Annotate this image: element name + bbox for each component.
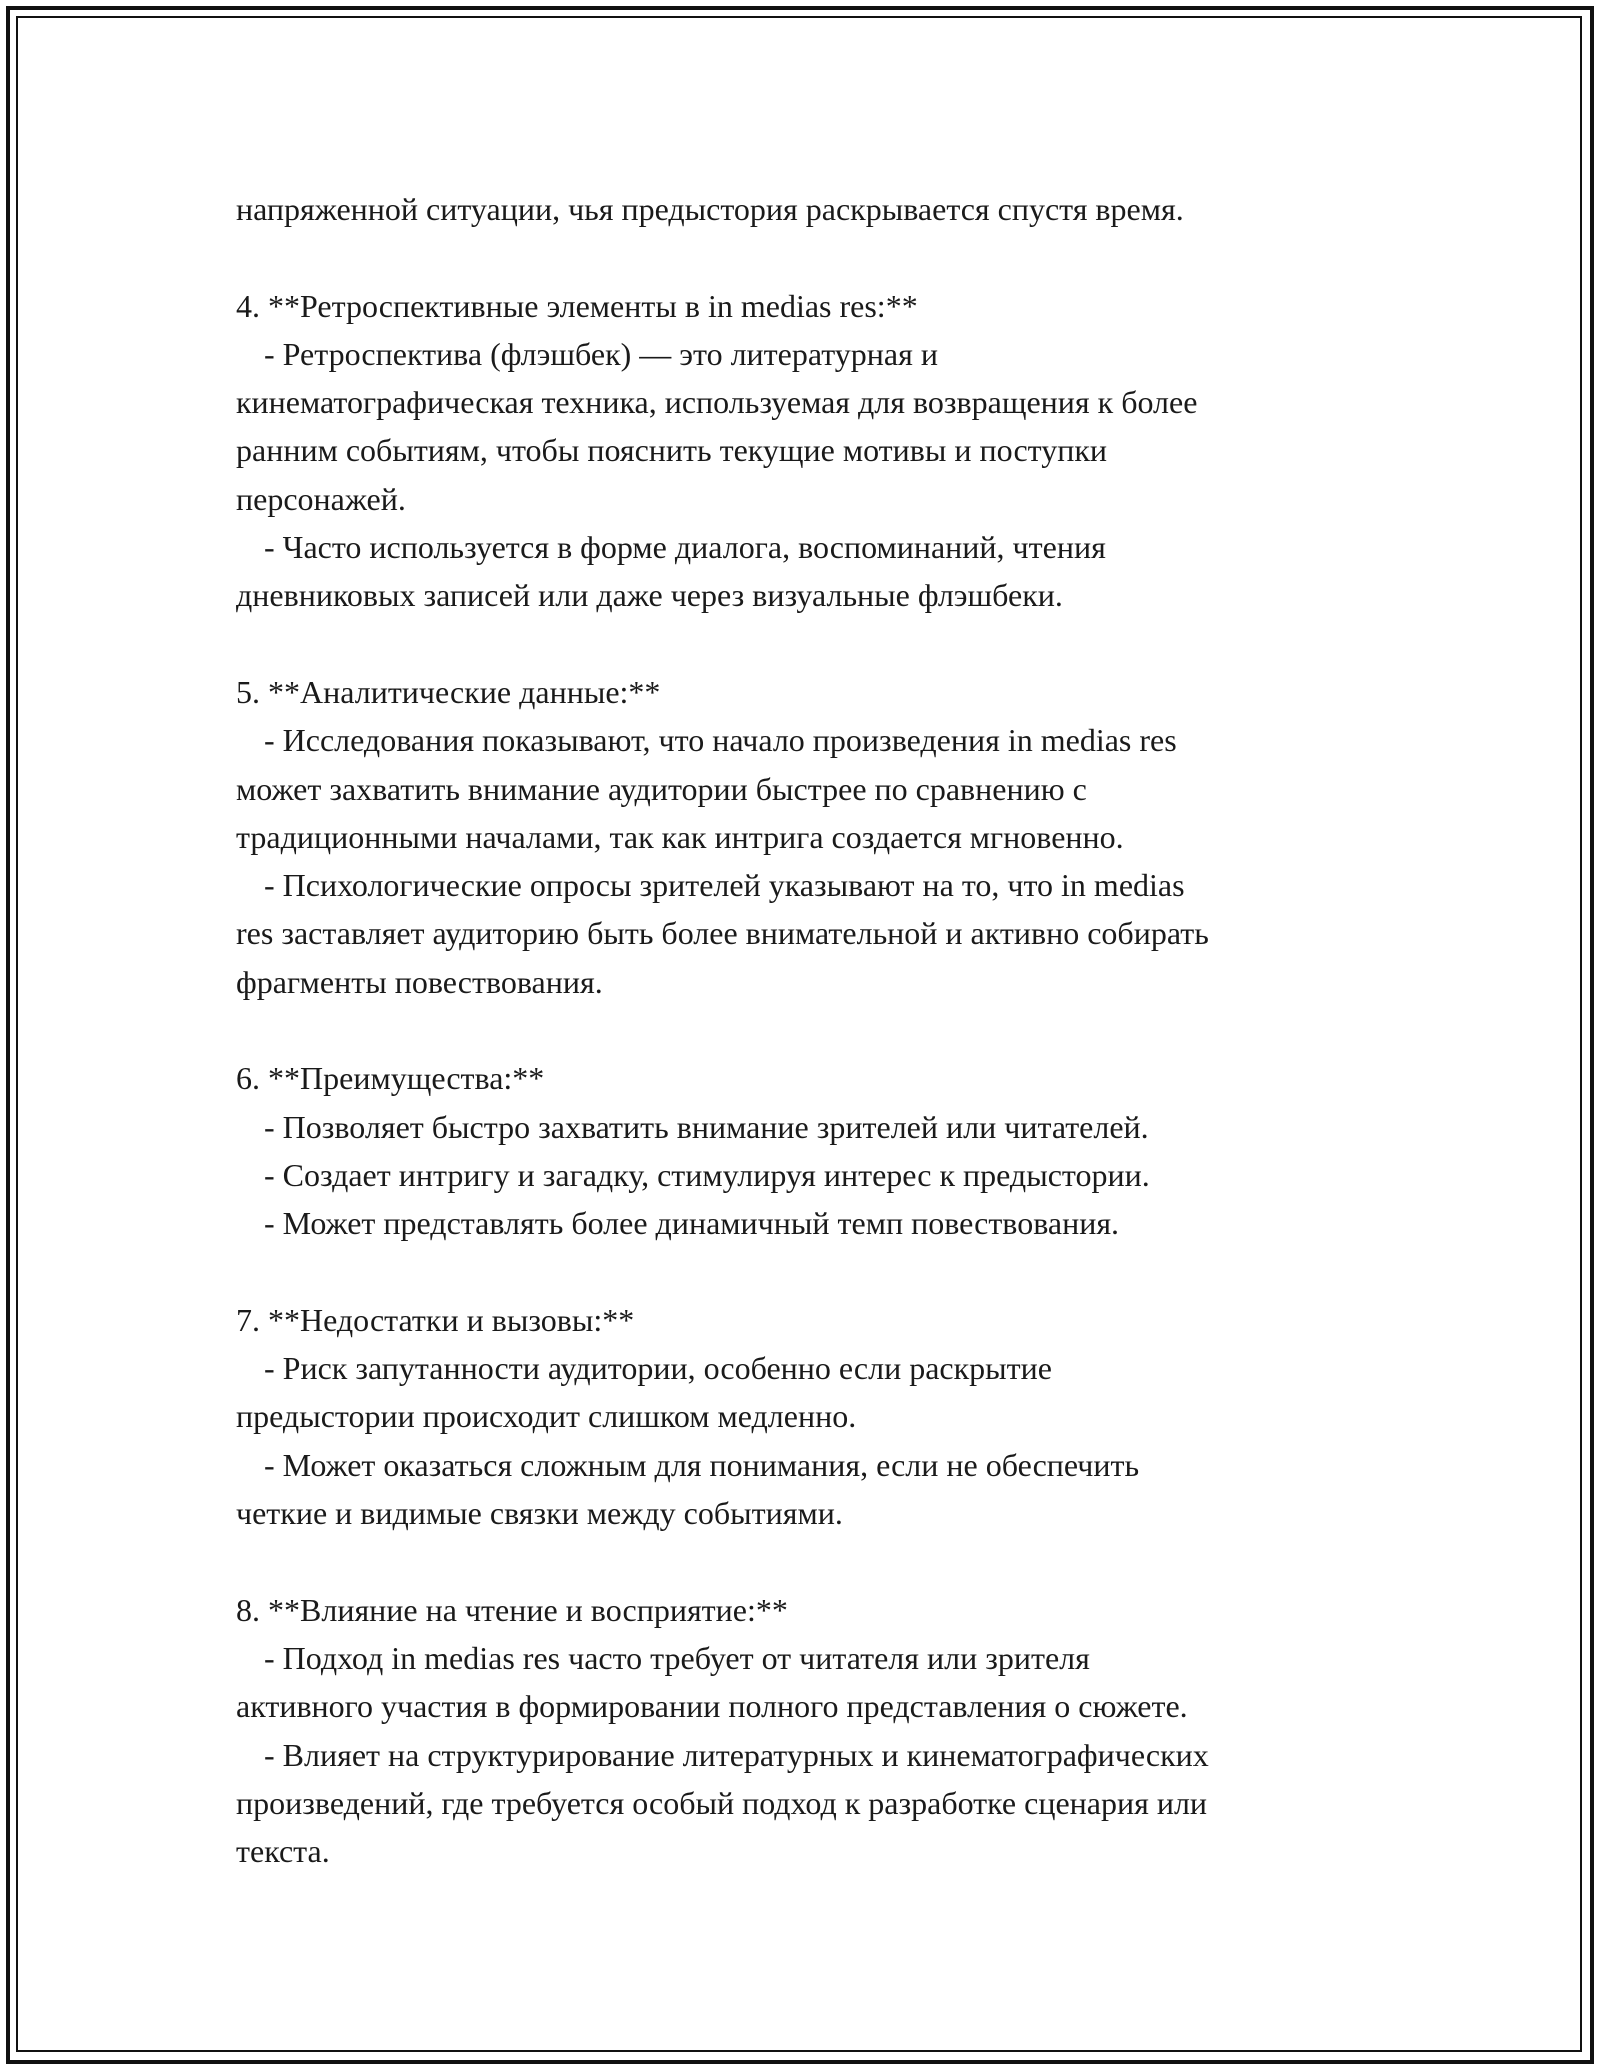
bullet-line: - Может представлять более динамичный темп повествования. (264, 1205, 1120, 1242)
section-5 (236, 668, 1396, 1006)
sections-container (236, 282, 1396, 1876)
section-4 (236, 282, 1396, 620)
continuation-line: текста. (236, 1833, 330, 1870)
bullet-line: - Создает интригу и загадку, стимулируя интерес к предыстории. (264, 1156, 1150, 1193)
continuation-line: фрагменты повествования. (236, 963, 603, 1000)
bullet-line: - Риск запутанности аудитории, особенно если раскрытие (264, 1350, 1052, 1387)
continuation-line: res заставляет аудиторию быть более внимательной и активно собирать (236, 915, 1209, 952)
spacer (236, 1537, 1396, 1585)
spacer (236, 233, 1396, 281)
continuation-line: активного участия в формировании полного представления о сюжете. (236, 1688, 1188, 1725)
bullet-line: - Может оказаться сложным для понимания, если не обеспечить (264, 1446, 1140, 1483)
continuation-line: традиционными началами, так как интрига создается мгновенно. (236, 818, 1124, 855)
bullet-line: - Исследования показывают, что начало произведения in medias res (264, 722, 1177, 759)
section-6 (236, 1054, 1396, 1247)
bullet-line: - Подход in medias res часто требует от читателя или зрителя (264, 1639, 1090, 1676)
section-heading: 4. **Ретроспективные элементы в in medias res:** (236, 287, 918, 324)
spacer (236, 1248, 1396, 1296)
document-body (236, 185, 1396, 1875)
continuation-line: ранним событиям, чтобы пояснить текущие мотивы и поступки (236, 432, 1107, 469)
continuation-line: персонажей. (236, 480, 406, 517)
continuation-line: произведений, где требуется особый подход к разработке сценария или (236, 1784, 1208, 1821)
bullet-line: - Позволяет быстро захватить внимание зрителей или читателей. (264, 1108, 1149, 1145)
section-heading: 7. **Недостатки и вызовы:** (236, 1301, 635, 1338)
bullet-line: - Психологические опросы зрителей указывают на то, что in medias (264, 867, 1185, 904)
continuation-line: кинематографическая техника, используемая для возвращения к более (236, 384, 1198, 421)
continuation-line: четкие и видимые связки между событиями. (236, 1495, 843, 1532)
section-7 (236, 1296, 1396, 1537)
spacer (236, 1006, 1396, 1054)
continuation-line: дневниковых записей или даже через визуальные флэшбеки. (236, 577, 1063, 614)
continuation-line: может захватить внимание аудитории быстрее по сравнению с (236, 770, 1087, 807)
continuation-line: предыстории происходит слишком медленно. (236, 1398, 857, 1435)
section-heading: 8. **Влияние на чтение и восприятие:** (236, 1591, 788, 1628)
section-8 (236, 1586, 1396, 1876)
bullet-line: - Часто используется в форме диалога, воспоминаний, чтения (264, 529, 1106, 566)
bullet-line: - Влияет на структурирование литературных и кинематографических (264, 1736, 1209, 1773)
section-heading: 5. **Аналитические данные:** (236, 673, 661, 710)
spacer (236, 620, 1396, 668)
bullet-line: - Ретроспектива (флэшбек) — это литературная и (264, 335, 938, 372)
intro-line: напряженной ситуации, чья предыстория раскрывается спустя время. (236, 191, 1184, 227)
section-heading: 6. **Преимущества:** (236, 1060, 545, 1097)
